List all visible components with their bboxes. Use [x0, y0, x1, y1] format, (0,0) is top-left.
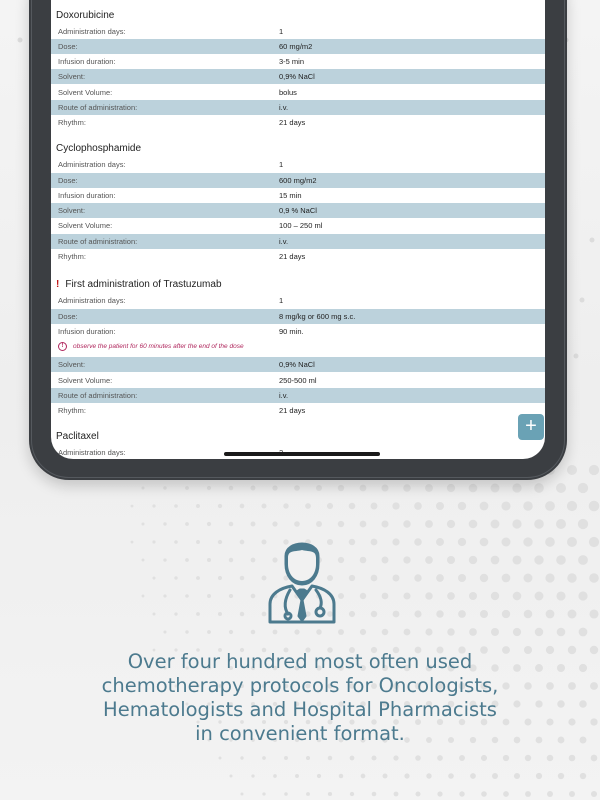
background-dot: [403, 520, 410, 527]
background-dot: [218, 612, 222, 616]
background-dot: [392, 538, 399, 545]
background-dot: [218, 576, 222, 580]
table-row: Dose: 600 mg/m2: [51, 173, 545, 188]
background-dot: [470, 773, 476, 779]
background-dot: [589, 573, 599, 583]
background-dot: [339, 774, 343, 778]
background-dot: [163, 594, 166, 597]
background-dot: [207, 630, 211, 634]
background-dot: [512, 555, 521, 564]
background-dot: [491, 628, 499, 636]
background-dot: [218, 756, 221, 759]
background-dot: [361, 774, 366, 779]
background-dot: [503, 791, 509, 797]
background-dot: [590, 646, 598, 654]
background-dot: [306, 756, 310, 760]
background-dot: [185, 558, 189, 562]
background-dot: [240, 576, 245, 581]
background-dot: [524, 574, 533, 583]
background-dot: [240, 612, 244, 616]
background-dot: [185, 486, 189, 490]
background-dot: [393, 611, 400, 618]
background-dot: [349, 539, 355, 545]
drug-title-doxorubicine: Doxorubicine: [56, 10, 115, 21]
background-dot: [426, 773, 431, 778]
table-row: Rhythm: 21 days: [58, 406, 306, 415]
doctor-icon: [264, 530, 340, 626]
background-dot: [415, 755, 421, 761]
background-dot: [425, 520, 433, 528]
background-dot: [305, 503, 311, 509]
drug-title-trastuzumab: ! First administration of Trastuzumab: [56, 279, 222, 290]
background-dot: [492, 773, 498, 779]
background-dot: [469, 520, 478, 529]
background-dot: [404, 629, 411, 636]
background-dot: [589, 609, 598, 618]
warning-marker-icon: !: [56, 279, 60, 290]
background-dot: [458, 574, 466, 582]
table-row: Solvent: 0,9 % NaCl: [51, 203, 545, 218]
patient-observation-note: ! observe the patient for 60 minutes after the end of the dose: [58, 342, 244, 351]
background-dot: [251, 486, 256, 491]
background-dot: [394, 792, 399, 797]
table-row: Solvent Volume: 100 – 250 ml: [58, 221, 323, 230]
background-dot: [327, 503, 333, 509]
background-dot: [491, 520, 500, 529]
background-dot: [491, 556, 500, 565]
background-dot: [284, 792, 288, 796]
background-dot: [447, 592, 455, 600]
background-dot: [524, 610, 533, 619]
background-dot: [163, 486, 166, 489]
background-dot: [152, 540, 155, 543]
background-dot: [174, 576, 177, 579]
table-row: Infusion duration: 3-5 min: [58, 57, 305, 66]
background-dot: [525, 791, 531, 797]
background-dot: [580, 298, 585, 303]
background-dot: [229, 558, 233, 562]
background-dot: [383, 774, 388, 779]
background-dot: [207, 558, 211, 562]
background-dot: [447, 484, 455, 492]
table-row: Solvent Volume: 250-500 ml: [58, 376, 317, 385]
background-dot: [556, 591, 565, 600]
background-dot: [360, 629, 366, 635]
background-dot: [523, 537, 532, 546]
background-dot: [578, 555, 588, 565]
background-dot: [536, 773, 542, 779]
background-dot: [381, 520, 388, 527]
background-dot: [316, 485, 322, 491]
background-dot: [481, 755, 487, 761]
table-row: Rhythm: 21 days: [58, 118, 306, 127]
add-protocol-button[interactable]: [518, 414, 544, 440]
background-dot: [578, 483, 588, 493]
background-dot: [512, 519, 521, 528]
background-dot: [392, 502, 399, 509]
table-row: Dose: 8 mg/kg or 600 mg s.c.: [51, 309, 545, 324]
background-dot: [251, 774, 254, 777]
background-dot: [403, 484, 410, 491]
background-dot: [569, 791, 575, 797]
background-dot: [371, 503, 378, 510]
background-dot: [414, 610, 421, 617]
background-dot: [185, 630, 188, 633]
background-dot: [579, 700, 587, 708]
background-dot: [414, 502, 422, 510]
background-dot: [196, 576, 200, 580]
background-dot: [547, 755, 554, 762]
background-dot: [284, 756, 288, 760]
background-dot: [153, 613, 156, 616]
background-dot: [371, 755, 376, 760]
background-dot: [360, 485, 367, 492]
background-dot: [556, 555, 566, 565]
background-dot: [272, 485, 277, 490]
background-dot: [590, 718, 597, 725]
background-dot: [556, 519, 566, 529]
background-dot: [580, 737, 587, 744]
table-row: Infusion duration: 90 min.: [58, 327, 304, 336]
background-dot: [534, 483, 544, 493]
background-dot: [578, 591, 587, 600]
background-dot: [414, 574, 421, 581]
background-dot: [535, 592, 544, 601]
background-dot: [371, 611, 377, 617]
background-dot: [261, 503, 266, 508]
background-dot: [502, 538, 511, 547]
background-dot: [141, 486, 144, 489]
background-dot: [469, 592, 477, 600]
background-dot: [163, 522, 166, 525]
background-dot: [360, 593, 366, 599]
table-row: Route of administration: i.v.: [51, 100, 545, 115]
background-dot: [163, 558, 166, 561]
background-dot: [403, 556, 410, 563]
background-dot: [469, 556, 477, 564]
background-dot: [569, 755, 576, 762]
background-dot: [545, 501, 555, 511]
background-dot: [491, 484, 500, 493]
background-dot: [207, 594, 211, 598]
background-dot: [546, 610, 555, 619]
background-dot: [578, 519, 588, 529]
background-dot: [382, 629, 389, 636]
background-dot: [350, 756, 355, 761]
background-dot: [262, 792, 265, 795]
background-dot: [414, 538, 422, 546]
background-dot: [502, 574, 511, 583]
background-dot: [273, 630, 278, 635]
background-dot: [229, 774, 232, 777]
background-dot: [295, 774, 299, 778]
background-dot: [338, 629, 344, 635]
info-circle-icon: !: [58, 342, 67, 351]
background-dot: [306, 792, 310, 796]
plus-icon: +: [525, 415, 537, 437]
background-dot: [425, 592, 432, 599]
table-row: Route of administration: i.v.: [51, 388, 545, 403]
background-dot: [403, 592, 410, 599]
background-dot: [503, 755, 509, 761]
background-dot: [141, 522, 144, 525]
home-indicator[interactable]: [224, 452, 380, 456]
table-row: Solvent Volume: bolus: [58, 88, 297, 97]
background-dot: [480, 574, 488, 582]
background-dot: [229, 630, 233, 634]
background-dot: [229, 594, 233, 598]
background-dot: [589, 501, 600, 512]
background-dot: [557, 628, 566, 637]
background-dot: [480, 538, 489, 547]
background-dot: [349, 611, 355, 617]
background-dot: [240, 756, 243, 759]
background-dot: [436, 574, 444, 582]
background-dot: [404, 773, 409, 778]
background-dot: [501, 501, 510, 510]
background-dot: [579, 628, 588, 637]
background-dot: [437, 791, 442, 796]
background-dot: [447, 628, 454, 635]
background-dot: [294, 629, 299, 634]
background-dot: [163, 630, 166, 633]
background-dot: [513, 592, 522, 601]
background-dot: [512, 483, 521, 492]
table-row: Solvent: 0,9% NaCl: [51, 69, 545, 84]
background-dot: [251, 558, 256, 563]
table-row: Route of administration: i.v.: [51, 234, 545, 249]
background-dot: [580, 773, 586, 779]
background-dot: [458, 610, 466, 618]
table-row: Rhythm: 21 days: [58, 252, 306, 261]
background-dot: [152, 504, 155, 507]
background-dot: [447, 556, 455, 564]
background-dot: [415, 791, 420, 796]
background-dot: [317, 774, 321, 778]
background-dot: [556, 483, 566, 493]
background-dot: [131, 541, 134, 544]
background-dot: [142, 559, 145, 562]
table-row: Dose: 60 mg/m2: [51, 39, 545, 54]
background-dot: [349, 503, 356, 510]
background-dot: [458, 502, 466, 510]
background-dot: [131, 505, 134, 508]
background-dot: [240, 792, 243, 795]
background-dot: [272, 521, 277, 526]
background-dot: [251, 630, 256, 635]
background-dot: [382, 557, 389, 564]
background-dot: [229, 522, 234, 527]
background-dot: [196, 504, 200, 508]
background-dot: [152, 576, 155, 579]
background-dot: [328, 792, 332, 796]
background-dot: [207, 486, 211, 490]
background-dot: [436, 538, 444, 546]
background-dot: [360, 557, 367, 564]
background-dot: [436, 610, 443, 617]
background-dot: [381, 484, 388, 491]
background-dot: [514, 773, 520, 779]
background-dot: [328, 756, 333, 761]
background-dot: [316, 629, 322, 635]
background-dot: [262, 756, 266, 760]
background-dot: [523, 501, 532, 510]
background-dot: [229, 486, 234, 491]
background-dot: [338, 485, 344, 491]
background-dot: [350, 792, 354, 796]
background-dot: [294, 485, 300, 491]
background-dot: [142, 595, 145, 598]
background-dot: [480, 610, 488, 618]
background-dot: [545, 537, 555, 547]
background-dot: [567, 465, 577, 475]
background-dot: [360, 521, 367, 528]
background-dot: [469, 484, 478, 493]
background-dot: [567, 537, 577, 547]
background-dot: [185, 522, 189, 526]
background-dot: [207, 522, 211, 526]
background-dot: [425, 628, 432, 635]
background-dot: [251, 594, 256, 599]
table-row: Solvent: 0,9% NaCl: [51, 357, 545, 372]
background-dot: [534, 555, 543, 564]
table-row: Administration days: 1: [58, 296, 284, 305]
background-dot: [591, 791, 597, 797]
background-dot: [590, 682, 598, 690]
background-dot: [568, 610, 577, 619]
background-dot: [18, 38, 23, 43]
background-dot: [371, 575, 378, 582]
background-dot: [437, 755, 443, 761]
background-dot: [545, 573, 554, 582]
background-dot: [196, 540, 200, 544]
background-dot: [459, 791, 464, 796]
background-dot: [513, 628, 521, 636]
background-dot: [547, 791, 553, 797]
background-dot: [567, 573, 576, 582]
background-dot: [349, 575, 355, 581]
background-dot: [174, 504, 178, 508]
background-dot: [185, 594, 189, 598]
background-dot: [316, 521, 322, 527]
background-dot: [589, 465, 599, 475]
background-dot: [240, 504, 245, 509]
background-dot: [590, 238, 595, 243]
background-dot: [425, 556, 433, 564]
background-dot: [525, 755, 531, 761]
background-dot: [481, 791, 487, 797]
background-dot: [447, 520, 455, 528]
background-dot: [589, 537, 599, 547]
background-dot: [218, 504, 222, 508]
background-dot: [567, 501, 577, 511]
background-dot: [459, 755, 465, 761]
background-dot: [502, 610, 510, 618]
background-dot: [283, 503, 288, 508]
background-dot: [251, 522, 256, 527]
background-dot: [491, 592, 499, 600]
protocol-detail-screen[interactable]: [51, 0, 545, 459]
drug-title-cyclophosphamide: Cyclophosphamide: [56, 143, 142, 154]
background-dot: [480, 502, 489, 511]
background-dot: [469, 628, 477, 636]
background-dot: [448, 773, 454, 779]
background-dot: [273, 774, 277, 778]
background-dot: [174, 540, 178, 544]
background-dot: [392, 574, 399, 581]
marketing-tagline: Over four hundred most often used chemotherapy protocols for Oncologists, Hematologists and Hospital Pharmacists in convenient format.: [101, 650, 499, 745]
drug-title-paclitaxel: Paclitaxel: [56, 431, 99, 442]
background-dot: [393, 755, 398, 760]
background-dot: [372, 792, 377, 797]
background-dot: [338, 521, 344, 527]
background-dot: [458, 538, 466, 546]
background-dot: [196, 612, 200, 616]
background-dot: [535, 628, 543, 636]
background-dot: [534, 519, 544, 529]
background-dot: [574, 354, 579, 359]
table-row: Administration days:: [58, 448, 126, 457]
background-dot: [218, 540, 222, 544]
background-dot: [371, 539, 378, 546]
background-dot: [240, 540, 245, 545]
background-dot: [579, 664, 587, 672]
table-row: Administration days: 1: [58, 27, 284, 36]
background-dot: [436, 502, 444, 510]
table-row: Infusion duration: 15 min: [58, 191, 302, 200]
background-dot: [425, 484, 433, 492]
background-dot: [558, 773, 564, 779]
background-dot: [382, 593, 389, 600]
table-row: Administration days: 1: [58, 160, 284, 169]
background-dot: [174, 612, 177, 615]
background-dot: [294, 521, 300, 527]
background-dot: [591, 755, 598, 762]
